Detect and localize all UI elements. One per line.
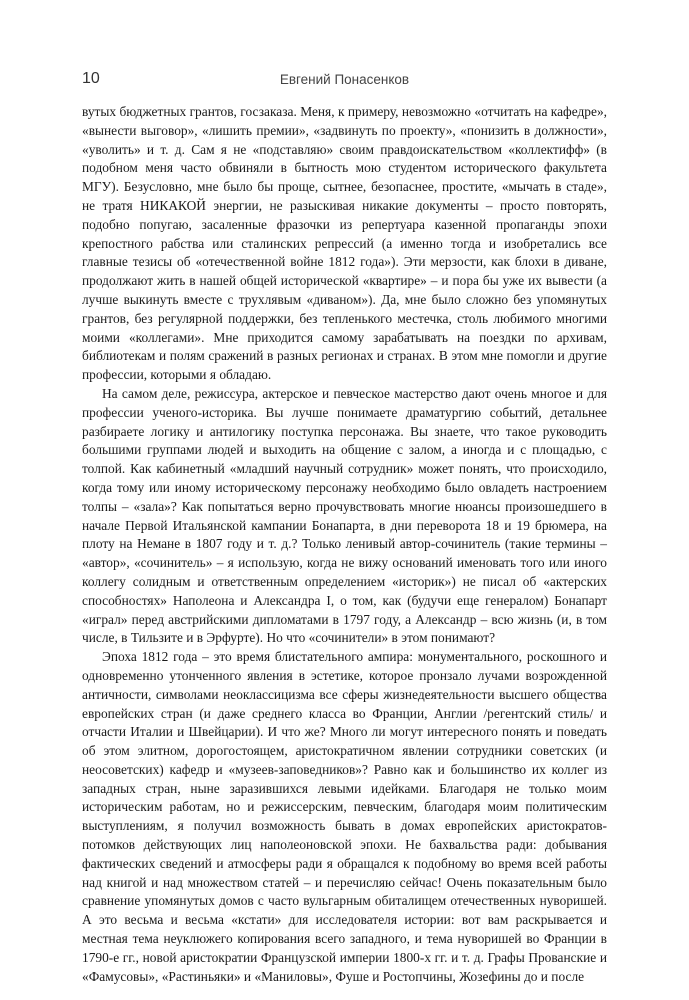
page-number: 10 — [82, 70, 100, 87]
body-text — [82, 103, 607, 986]
paragraph-2: На самом деле, режиссура, актерское и певческое мастерство дают очень многое и для профессии ученого-историка. Вы лучше понимаете драматургию событий, детальнее разбираете логику и антилогику поступка персонажа. Вы знаете, что такое руководить большими группами людей и выходить на общение с залом, а иногда и с площадью, с толпой. Как кабинетный «младший научный сотрудник» может понять, что происходило, когда тому или иному историческому персонажу необходимо было овладеть настроением толпы – «зала»? Как попытаться верно прочувствовать многие нюансы произошедшего в начале Первой Итальянской кампании Бонапарта, в дни переворота 18 и 19 брюмера, на плоту на Немане в 1807 году и т. д.? Только ленивый автор-сочинитель (такие термины – «автор», «сочинитель» – я использую, когда не вижу оснований именовать того или иного коллегу солидным и ответственным определением «историк») не писал об «актерских способностях» Наполеона и Александра I, о том, как (будучи еще генералом) Бонапарт «играл» перед австрийскими дипломатами в 1797 году, а Александр – всю жизнь (и, в том числе, в Тильзите и в Эрфурте). Но что «сочинители» в этом понимают? — [82, 385, 607, 646]
paragraph-1: вутых бюджетных грантов, госзаказа. Меня, к примеру, невозможно «отчитать на кафедре», «вынести выговор», «лишить премии», «задвинуть по проекту», «понизить в должности», «уволить» и т. д. Сам я не «подставляю» своим правдоискательством «коллектифф» (в подобном меня часто обвиняли в бытность мою студентом исторического факультета МГУ). Безусловно, мне было бы проще, сытнее, безопаснее, простите, «мычать в стаде», не тратя НИКАКОЙ энергии, не разыскивая никакие документы – просто повторять, подобно попугаю, засаленные фразочки из репертуара казенной пропаганды эпохи крепостного рабства или сталинских репрессий (а именно тогда и изобретались все главные тезисы об «отечественной войне 1812 года»). Эти мерзости, как блохи в диване, продолжают жить в нашей общей исторической «квартире» – и пора бы уже их вывести (а лучше выкинуть вместе с трухлявым «диваном»). Да, мне было сложно без упомянутых грантов, без регулярной поддержки, без тепленького местечка, столь любимого многими моими «коллегами». Мне приходится самому зарабатывать на поездки по архивам, библиотекам и полям сражений в разных регионах и странах. В этом мне помогли и другие профессии, которыми я обладаю. — [82, 104, 607, 383]
paragraph-3: Эпоха 1812 года – это время блистательного ампира: монументального, роскошного и одновременно утонченного явления в эстетике, которое пронзало лучами возрожденной античности, символами неоклассицизма все сферы жизнедеятельности высшего общества европейских стран (и даже среднего класса во Франции, Англии /регентский стиль/ и отчасти Италии и Швейцарии). И что же? Много ли могут интересного понять и поведать об этом элитном, дорогостоящем, аристократичном явлении сотрудники советских (и неосоветских) кафедр и «музеев-заповедников»? Равно как и большинство их коллег из западных стран, ныне заразившихся левыми идейками. Благодаря не только моим историческим работам, но и режиссерским, певческим, благодаря моим политическим выступлениям, я получил возможность бывать в домах европейских аристократов-потомков действующих лиц наполеоновской эпохи. Не бахвальства ради: добывания фактических сведений и атмосферы ради я обращался к подобному во время всей работы над книгой и над множеством статей – и перечисляю сейчас! Очень показательным было сравнение упомянутых домов с часто вульгарным обиталищем отечественных нуворишей. А это весьма и весьма «кстати» для исследователя истории: вот вам раскрывается и местная тема неуклюжего копирования всего западного, и тема нуворишей во Франции в 1790-е гг., новой аристократии Французской империи 1800-х гг. и т. д. Графы Прованские и «Фамусовы», «Растиньяки» и «Маниловы», Фуше и Ростопчины, Жозефины до и после — [82, 649, 607, 984]
running-title: Евгений Понасенков — [279, 72, 410, 87]
running-header — [82, 70, 607, 92]
